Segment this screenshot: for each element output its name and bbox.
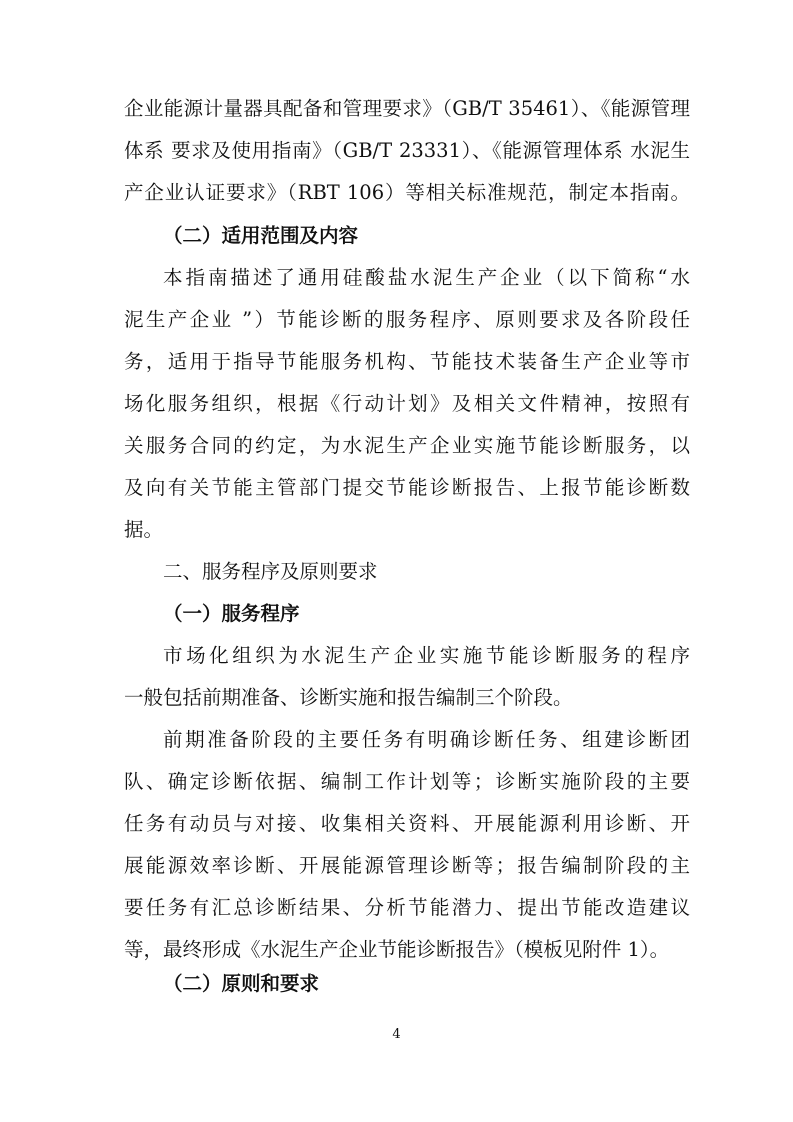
paragraph-line: 及向有关节能主管部门提交节能诊断报告、上报节能诊断数 bbox=[124, 476, 690, 499]
paragraph-line: 市场化组织为水泥生产企业实施节能诊断服务的程序 bbox=[163, 644, 690, 667]
paragraph-line: 队、确定诊断依据、编制工作计划等；诊断实施阶段的主要 bbox=[124, 770, 690, 793]
chapter-heading: 二、服务程序及原则要求 bbox=[163, 560, 378, 583]
section-heading: （二）原则和要求 bbox=[163, 972, 320, 995]
paragraph-line: 产企业认证要求》（RBT 106）等相关标准规范，制定本指南。 bbox=[124, 181, 690, 204]
paragraph-line: 场化服务组织，根据《行动计划》及相关文件精神，按照有 bbox=[124, 392, 690, 415]
paragraph-line: 本指南描述了通用硅酸盐水泥生产企业（以下简称“水 bbox=[163, 266, 690, 289]
paragraph-line: 一般包括前期准备、诊断实施和报告编制三个阶段。 bbox=[124, 686, 573, 709]
paragraph-line: 展能源效率诊断、开展能源管理诊断等；报告编制阶段的主 bbox=[124, 854, 690, 877]
paragraph-line: 等，最终形成《水泥生产企业节能诊断报告》（模板见附件 1）。 bbox=[124, 938, 670, 961]
paragraph-line: 务，适用于指导节能服务机构、节能技术装备生产企业等市 bbox=[124, 350, 690, 373]
paragraph-line: 泥生产企业 ”）节能诊断的服务程序、原则要求及各阶段任 bbox=[124, 308, 690, 331]
paragraph-line: 体系 要求及使用指南》（GB/T 23331）、《能源管理体系 水泥生 bbox=[124, 139, 690, 162]
paragraph-line: 要任务有汇总诊断结果、分析节能潜力、提出节能改造建议 bbox=[124, 896, 690, 919]
paragraph-line: 企业能源计量器具配备和管理要求》（GB/T 35461）、《能源管理 bbox=[124, 97, 690, 120]
paragraph-line: 前期准备阶段的主要任务有明确诊断任务、组建诊断团 bbox=[163, 728, 690, 751]
paragraph-line: 关服务合同的约定，为水泥生产企业实施节能诊断服务，以 bbox=[124, 434, 690, 457]
section-heading: （一）服务程序 bbox=[163, 602, 300, 625]
page-number: 4 bbox=[392, 1027, 401, 1042]
paragraph-line: 任务有动员与对接、收集相关资料、开展能源利用诊断、开 bbox=[124, 812, 690, 835]
paragraph-line: 据。 bbox=[124, 518, 164, 541]
section-heading: （二）适用范围及内容 bbox=[163, 224, 359, 247]
